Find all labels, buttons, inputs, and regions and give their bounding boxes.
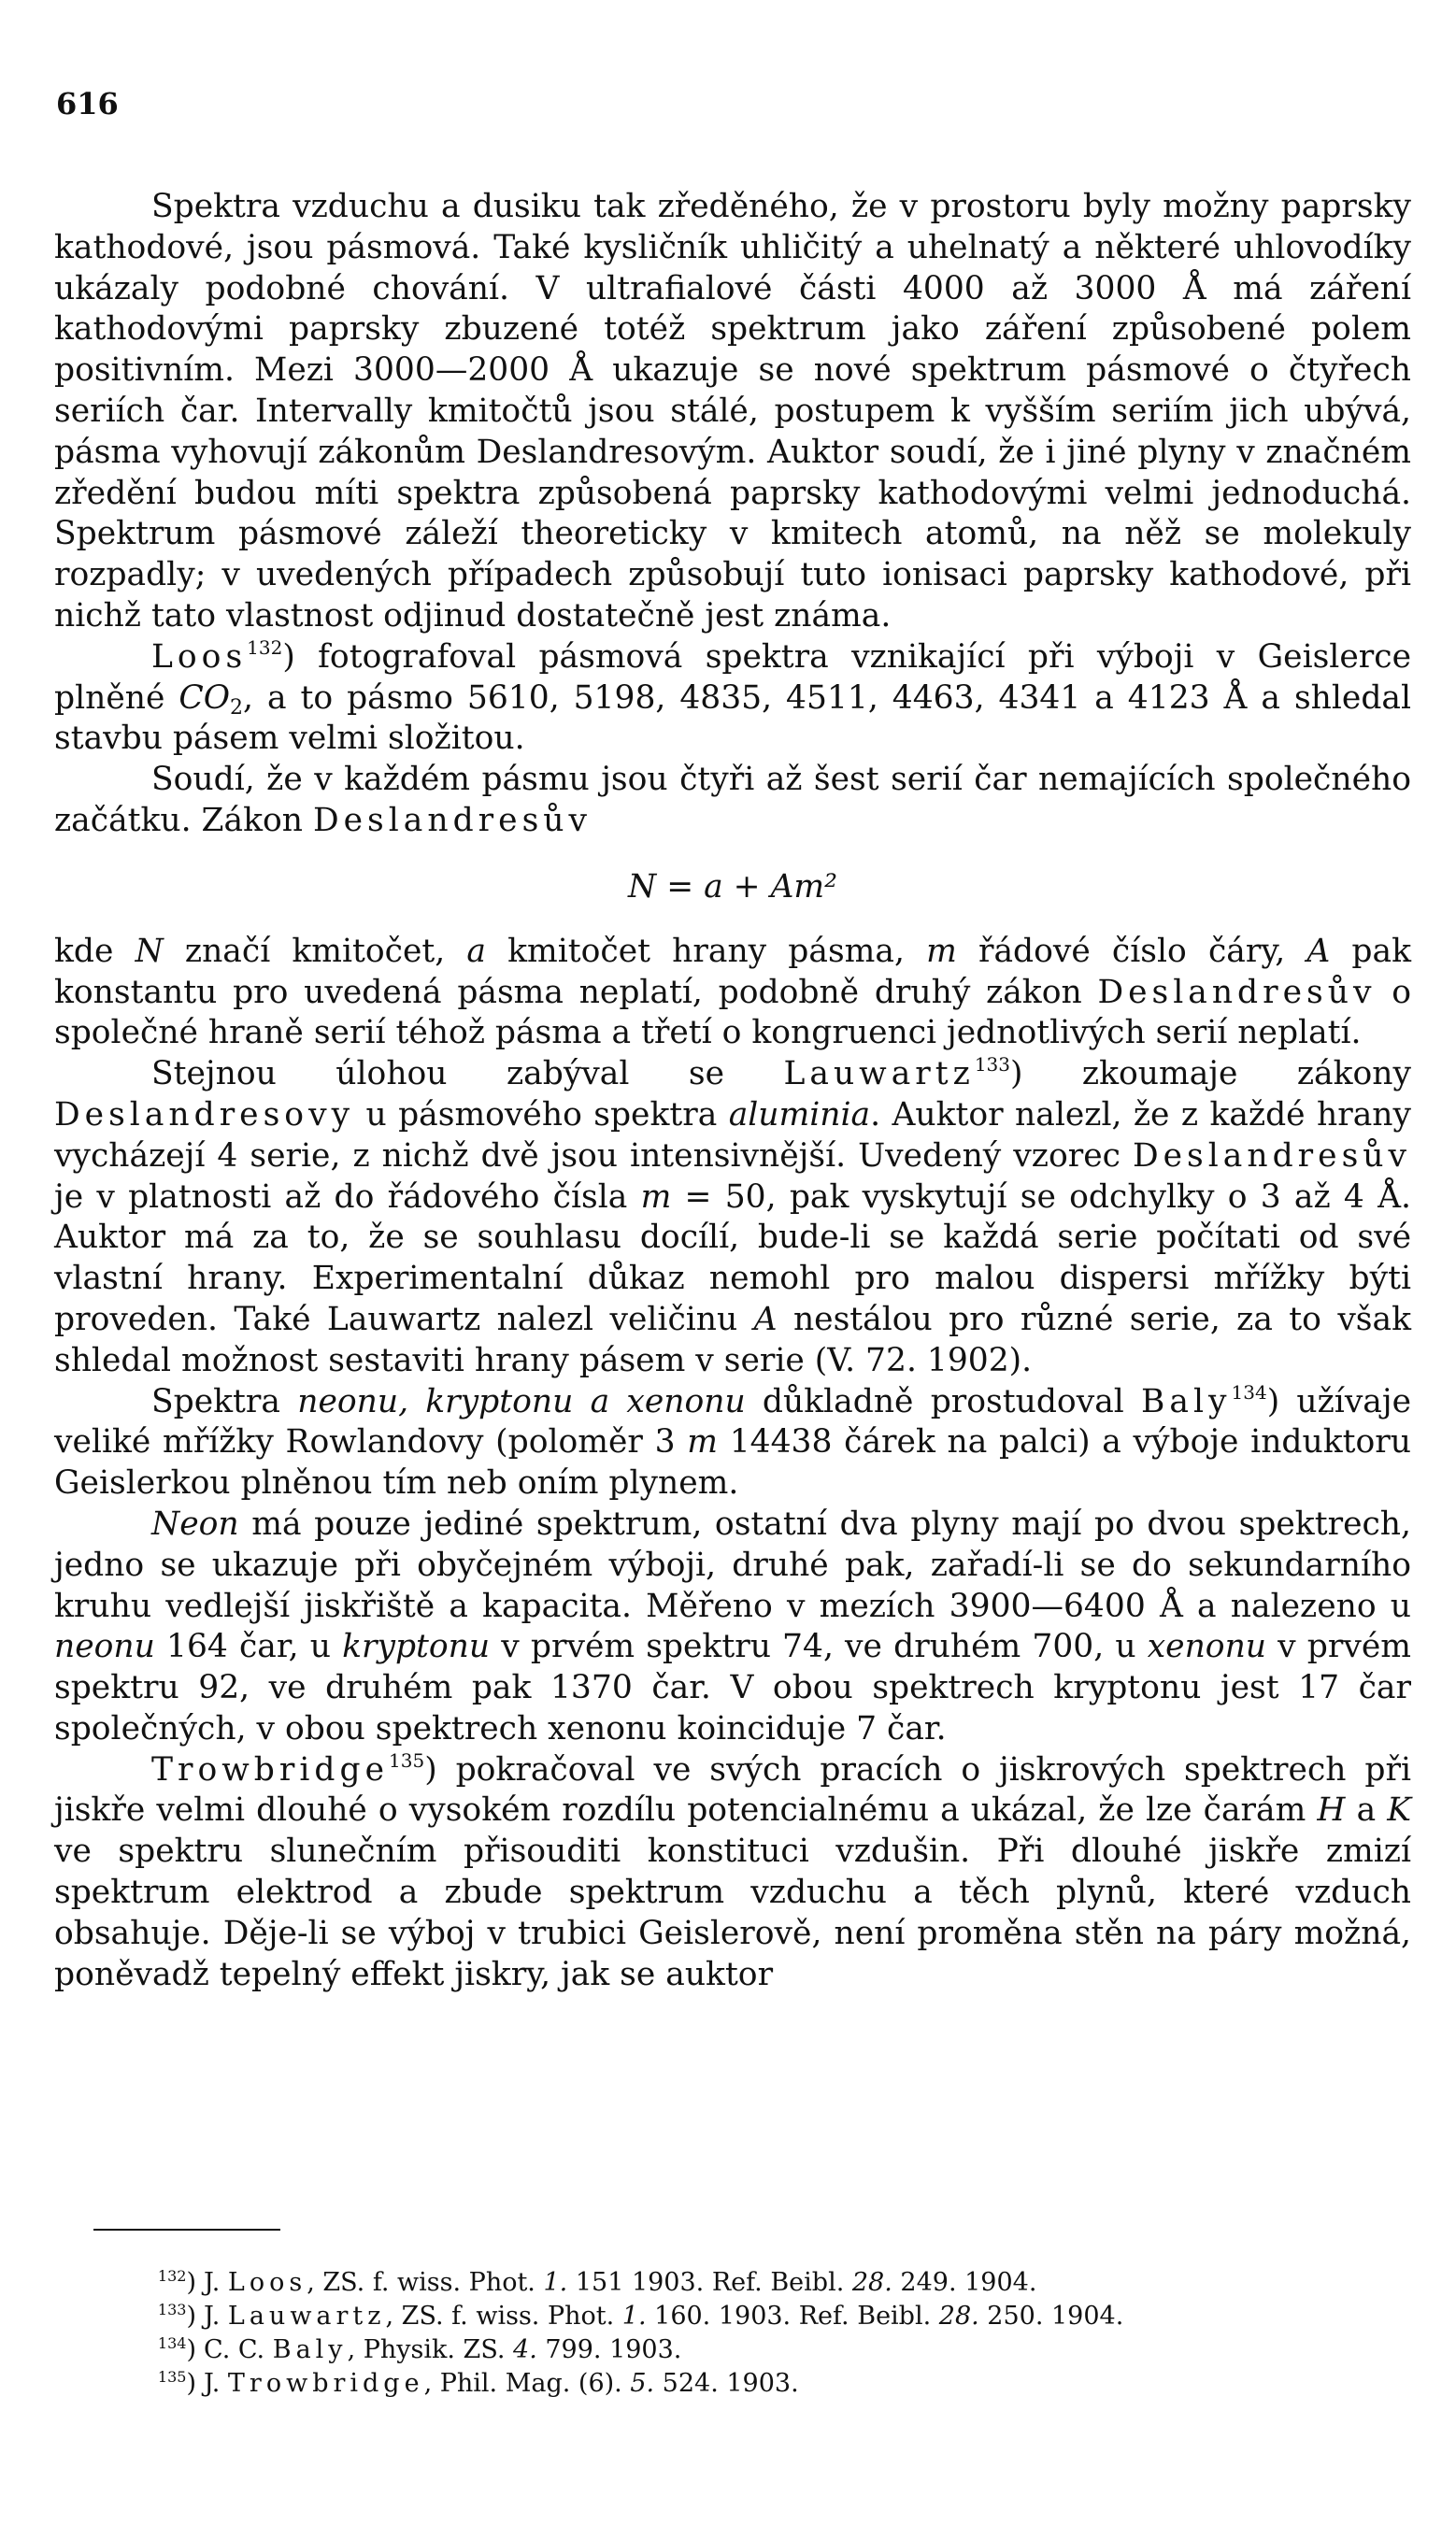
text: C. C. (204, 2335, 273, 2364)
footnote-number: 134 (157, 2334, 187, 2352)
footnote-number: 133 (157, 2301, 187, 2318)
text: Soudí, že v každém pásmu jsou čtyři až šest serií čar nemajících společného začátku. Zákon (54, 761, 1411, 839)
italic-term: neonu (54, 1628, 155, 1666)
text: , ZS. f. wiss. Phot. (385, 2302, 622, 2331)
symbol: A (1306, 932, 1331, 970)
text: J. (204, 2369, 228, 2398)
text: 151 1903. Ref. Beibl. (567, 2268, 852, 2297)
symbol: a (466, 932, 486, 970)
text: ve spektru slunečním přisouditi konstituci vzdušin. Při dlouhé jiskře zmizí spektrum elektrod a zbude spektrum vzduchu a těch plynů, které vzduch obsahuje. Děje-li se výboj v trubici Geislerově, není proměna stěn na páry možná, poněvadž tepelný effekt jiskry, jak se auktor (54, 1833, 1411, 1993)
text: Stejnou úlohou zabýval se (151, 1055, 784, 1093)
volume: 4. (513, 2335, 537, 2364)
symbol: m (640, 1177, 672, 1216)
paragraph-8 (54, 1750, 1411, 1996)
footnote-number: 132 (157, 2267, 187, 2285)
volume: 1. (543, 2268, 568, 2297)
volume: 28. (851, 2268, 892, 2297)
author-name: Deslandresův (312, 801, 592, 839)
volume: 5. (630, 2369, 655, 2398)
paragraph-7 (54, 1505, 1411, 1750)
author-name: Lauwartz (227, 2302, 386, 2331)
text: pak konstantu pro uvedená pásma neplatí, podobně druhý zákon (54, 932, 1411, 1011)
italic-term: xenonu (1147, 1628, 1267, 1666)
text: 14438 čárek na palci) a výboje induktoru Geislerkou plněnou tím neb oním plynem. (54, 1423, 1411, 1503)
text: J. (204, 2268, 228, 2297)
text: v prvém spektru 92, ve druhém pak 1370 čar. V obou spektrech kryptonu jest 17 čar společných, v obou spektrech xenonu koinciduje 7 čar. (54, 1628, 1412, 1747)
text: , ZS. f. wiss. Phot. (307, 2268, 544, 2297)
author-name: Lauwartz (783, 1055, 975, 1093)
text: J. (204, 2302, 228, 2331)
volume: 28. (938, 2302, 979, 2331)
text: důkladně prostudoval (745, 1382, 1142, 1420)
text: , Phil. Mag. (6). (423, 2369, 631, 2398)
italic-term: Neon (151, 1505, 239, 1543)
footnote-ref[interactable]: 134 (1231, 1380, 1267, 1404)
italic-term: aluminia (728, 1095, 871, 1134)
text: u pásmového spektra (354, 1095, 729, 1134)
author-name: Deslandresovy (54, 1095, 355, 1134)
text: Spektra (151, 1382, 298, 1420)
footnote-132: $^{132}$) J. Loos, ZS. f. wiss. Phot. 1. 151 1903. Ref. Beibl. 28. 249. 1904. (157, 2267, 1037, 2297)
text: . Auktor nalezl, že z každé hrany vycházejí 4 serie, z nichž dvě jsou intensivnější. Uvedený vzorec (54, 1095, 1411, 1175)
text: ) pokračoval ve svých pracích o jiskrových spektrech při jiskře velmi dlouhé o vysokém rozdílu potencialnému a ukázal, že lze čarám (54, 1750, 1411, 1830)
text: ) zkoumaje zákony (1010, 1055, 1411, 1093)
text: v prvém spektru 74, ve druhém 700, u (490, 1628, 1148, 1666)
footnote-ref[interactable]: 133 (974, 1053, 1010, 1077)
footnotes (140, 2266, 1355, 2401)
footnote-135: $^{135}$) J. Trowbridge, Phil. Mag. (6). 5. 524. 1903. (157, 2368, 799, 2398)
author-name: Baly (272, 2335, 348, 2364)
text: má pouze jediné spektrum, ostatní dva plyny mají po dvou spektrech, jedno se ukazuje při obyčejném výboji, druhé pak, zařadí-li se do sekundarního kruhu vedlejší jiskřiště a kapacita. Měřeno v mezích 3900—6400 Å a nalezeno u (54, 1505, 1411, 1625)
symbol: A (753, 1300, 778, 1338)
formula: N = a + Am² (628, 867, 837, 906)
footnote-134: $^{134}$) C. C. Baly, Physik. ZS. 4. 799. 1903. (157, 2334, 682, 2364)
italic-term: neonu, kryptonu a xenonu (297, 1382, 746, 1420)
paragraph-6 (54, 1382, 1411, 1505)
author-name: Trowbridge (227, 2369, 424, 2398)
symbol: m (687, 1423, 718, 1462)
text: ) užívaje veliké mřížky Rowlandovy (poloměr 3 (54, 1382, 1411, 1462)
text: značí kmitočet, (163, 932, 467, 970)
text: kde (54, 932, 136, 970)
symbol: K (1387, 1791, 1411, 1830)
italic-term: kryptonu (342, 1628, 491, 1666)
text: 799. 1903. (536, 2335, 682, 2364)
symbol: m (926, 932, 957, 970)
text: 160. 1903. Ref. Beibl. (646, 2302, 939, 2331)
page-number: 616 (56, 86, 119, 121)
paragraph-5 (54, 1054, 1411, 1381)
text: řádové číslo čáry, (956, 932, 1307, 970)
footnote-number: 135 (157, 2368, 187, 2386)
text: 249. 1904. (892, 2268, 1037, 2297)
text: nestálou pro různé serie, za to však shledal možnost sestaviti hrany pásem v serie (V. 72. 1902). (54, 1300, 1411, 1379)
text: 250. 1904. (978, 2302, 1124, 2331)
author-name: Loos (227, 2268, 307, 2297)
text: o společné hraně serií téhož pásma a třetí o kongruenci jednotlivých serií neplatí. (54, 973, 1411, 1052)
text: , Physik. ZS. (347, 2335, 514, 2364)
paragraph-2 (54, 637, 1411, 760)
author-name: Deslandresův (1097, 973, 1377, 1011)
text: 164 čar, u (154, 1628, 343, 1666)
text: kmitočet hrany pásma, (485, 932, 927, 970)
text: a (1345, 1791, 1388, 1830)
volume: 1. (621, 2302, 647, 2331)
footnote-ref[interactable]: 135 (389, 1748, 425, 1772)
author-name: Deslandresův (1132, 1136, 1411, 1175)
paragraph-3 (54, 760, 1411, 842)
text: 524. 1903. (654, 2369, 799, 2398)
footnote-ref[interactable]: 132 (247, 635, 283, 659)
text: , a to pásmo 5610, 5198, 4835, 4511, 4463, 4341 a 4123 Å a shledal stavbu pásem velmi složitou. (54, 678, 1412, 758)
text: ) fotografoval pásmová spektra vznikající při výboji v Geislerce plněné (54, 637, 1411, 717)
footnote-133: $^{133}$) J. Lauwartz, ZS. f. wiss. Phot. 1. 160. 1903. Ref. Beibl. 28. 250. 1904. (157, 2301, 1124, 2331)
symbol: H (1317, 1791, 1346, 1830)
paragraph-4 (54, 932, 1411, 1054)
author-name: Baly (1141, 1382, 1232, 1420)
author-name: Loos (151, 637, 248, 676)
author-name: Trowbridge (151, 1750, 390, 1789)
formula-co: CO (178, 678, 231, 717)
body-text (54, 187, 1411, 1995)
formula-sub: 2 (230, 695, 244, 720)
text: = 50, pak vyskytují se odchylky o 3 až 4 Å. Auktor má za to, že se souhlasu docílí, bude-li se každá serie počítati od své vlastní hrany. Experimentalní důkaz nemohl pro malou dispersi mřížky býti proveden. Také Lauwartz nalezl veličinu (54, 1177, 1411, 1338)
text: je v platnosti až do řádového čísla (54, 1177, 641, 1216)
symbol: N (135, 932, 164, 970)
footnote-divider (93, 2229, 280, 2231)
paragraph-1: Spektra vzduchu a dusiku tak zředěného, že v prostoru byly možny paprsky kathodové, jsou pásmová. Také kysličník uhličitý a uhelnatý a některé uhlovodíky ukázaly podobné chování. V ultrafialové části 4000 až 3000 Å má záření kathodovými paprsky zbuzené totéž spektrum jako záření způsobené polem positivním. Mezi 3000—2000 Å ukazuje se nové spektrum pásmové o čtyřech seriích čar. Intervally kmitočtů jsou stálé, postupem k vyšším seriím jich ubývá, pásma vyhovují zákonům Deslandresovým. Auktor soudí, že i jiné plyny v značném zředění budou míti spektra způsobená paprsky kathodovými velmi jednoduchá. Spektrum pásmové záleží theoreticky v kmitech atomů, na něž se molekuly rozpadly; v uvedených případech způsobují tuto ionisaci paprsky kathodové, při nichž tato vlastnost odjinud dostatečně jest známa. (54, 188, 1411, 635)
